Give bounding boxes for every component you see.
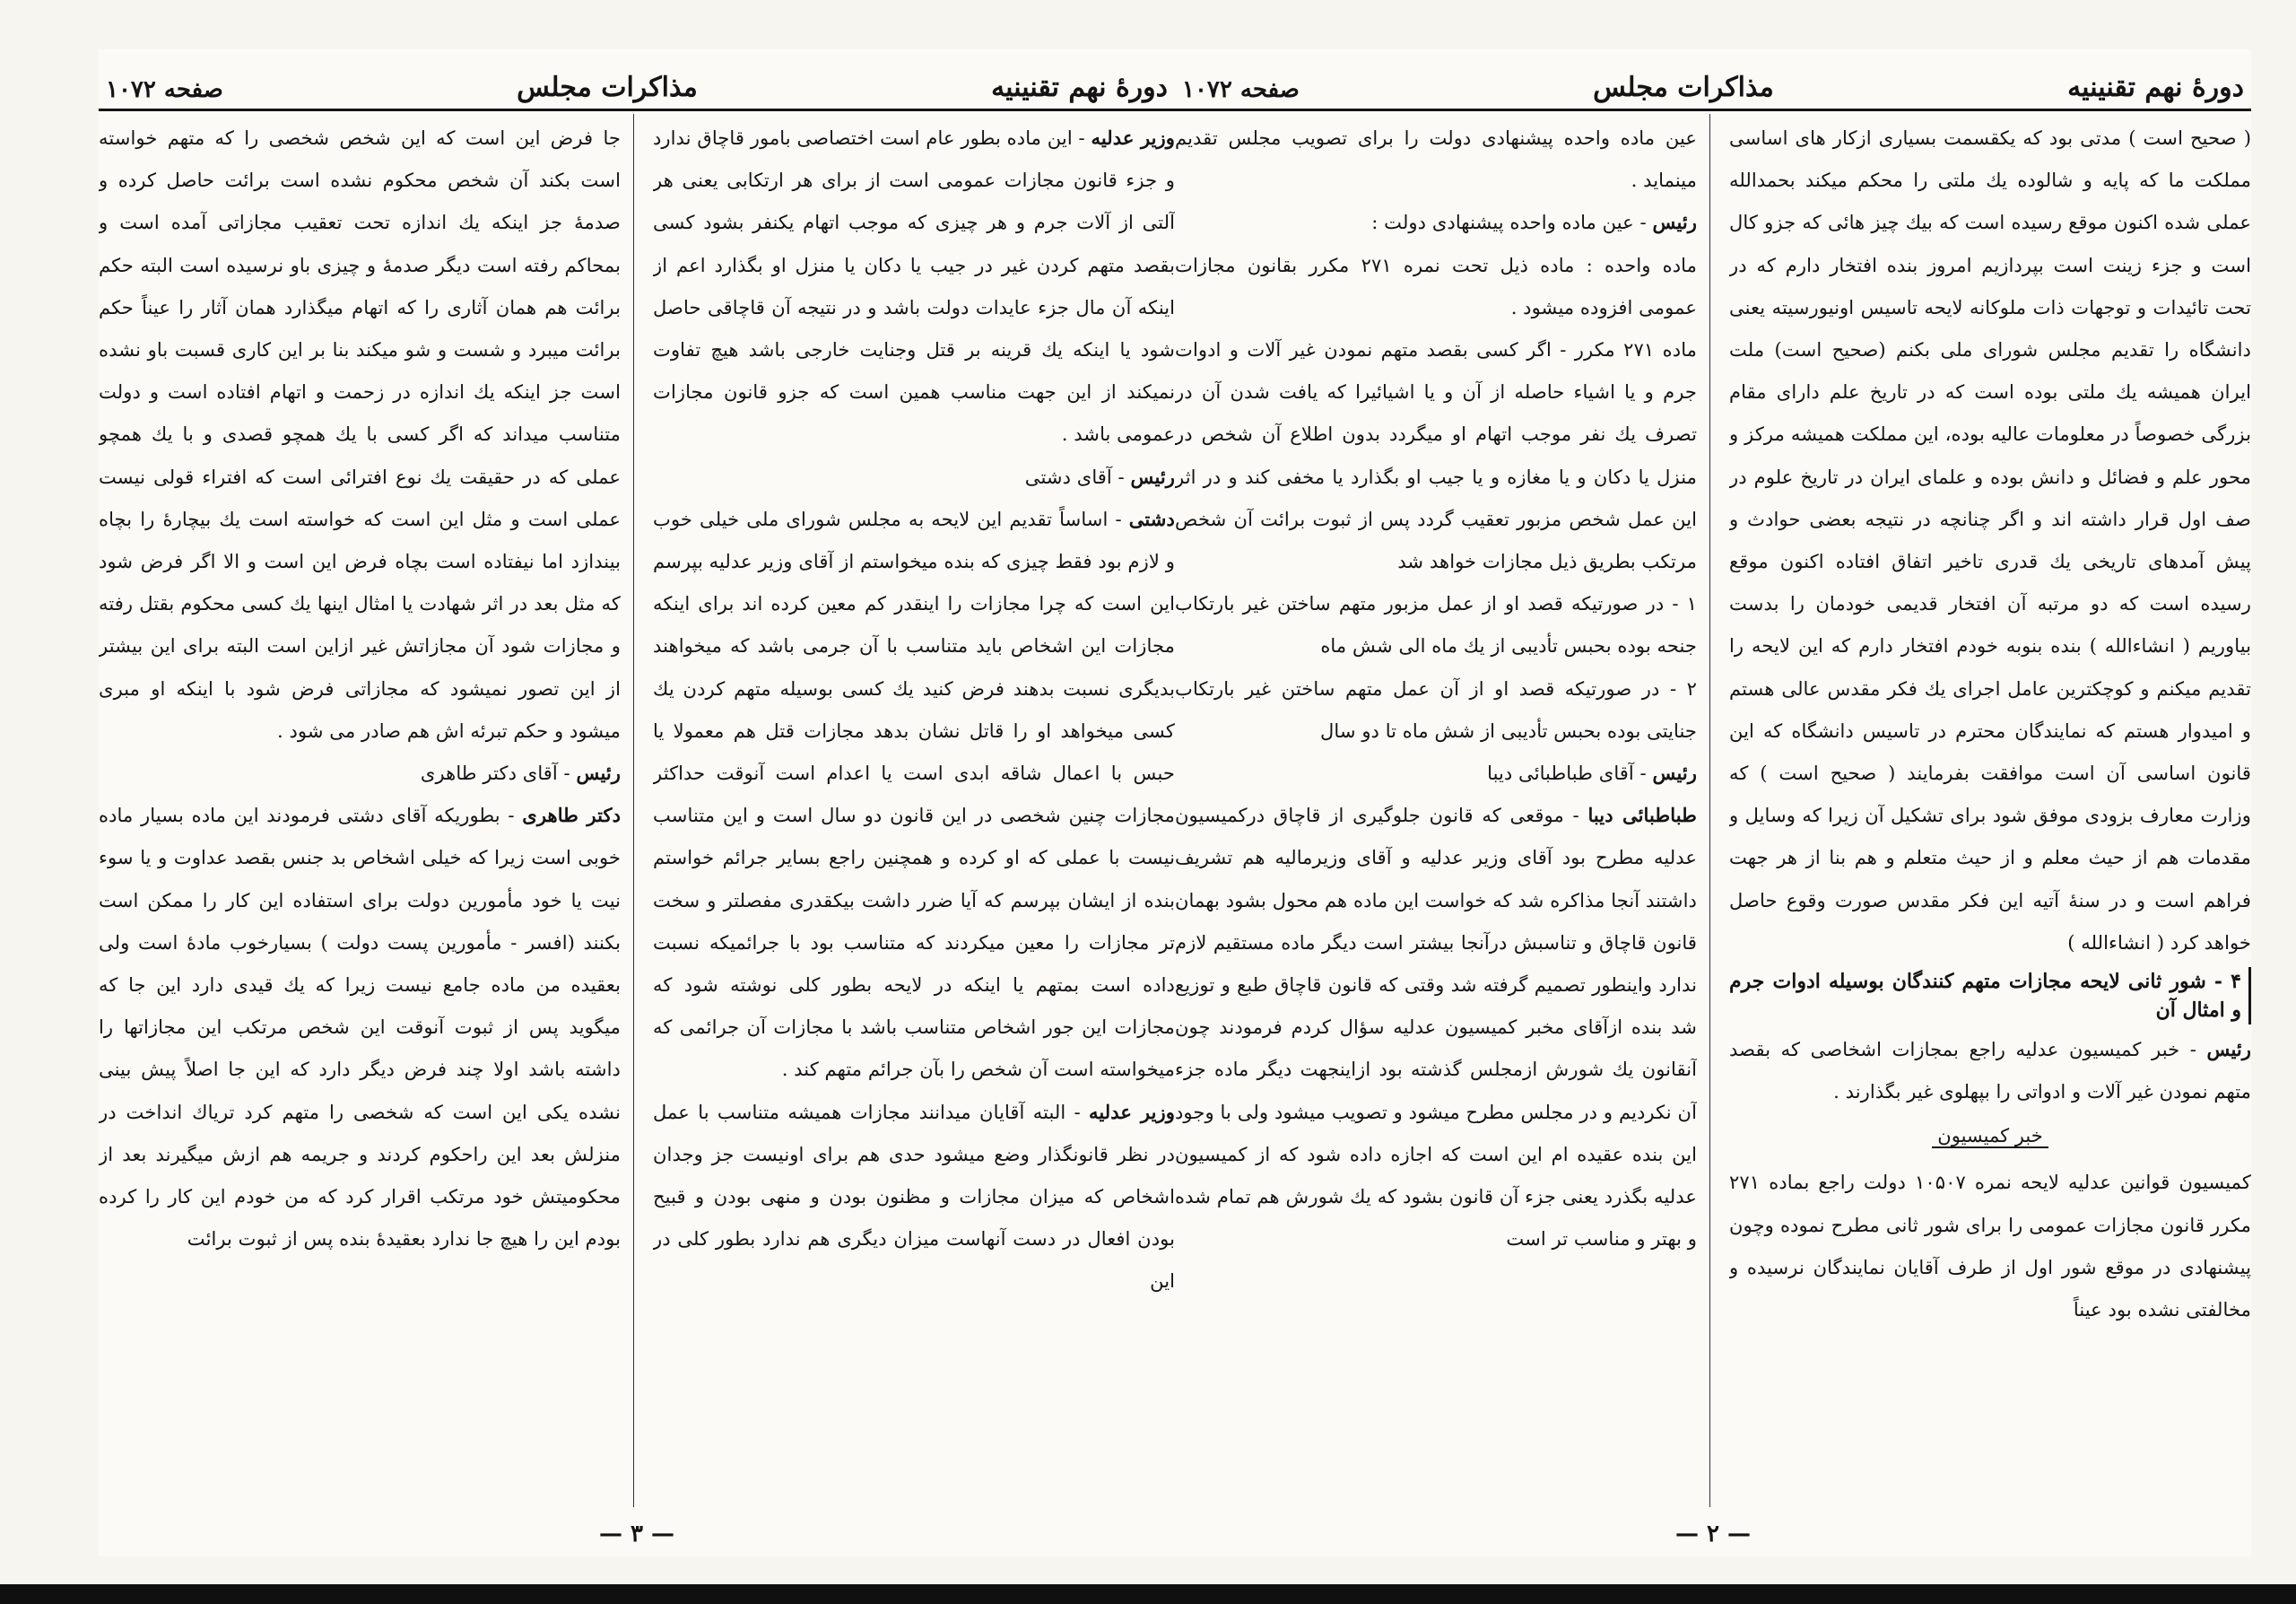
right-page-left-column — [1175, 117, 1697, 1503]
paragraph: ماده واحده : ماده ذیل تحت نمره ۲۷۱ مکرر بقانون مجازات عمومی افزوده میشود . — [1175, 253, 1697, 318]
speaker-name: وزیر عدلیه — [1089, 1100, 1175, 1123]
paragraph: وزیر عدلیه - این ماده بطور عام است اختصاصی بامور قاچاق ندارد و جزء قانون مجازات عمومی است از برای هر ارتکابی یعنی هر آلتی از آلات جرم و هر چیزی که موجب اتهام یکنفر بشود کسی بقصد متهم کردن غیر در جیب یا دکان یا منزل او بگذارد اعم از اینکه آن مال جزء عایدات دولت باشد و در نتیجه آن قاچاقی حاصل شود یا اینکه یك قرینه بر قتل وجنایت خارجی باشد هیچ تفاوت نمیکند از این جهت مناسب همین است که جزو قانون مجازات عمومی باشد . — [653, 126, 1175, 446]
left-page-header — [99, 49, 1175, 111]
speaker-name: طباطبائی دیبا — [1587, 804, 1697, 827]
header-title: مذاکرات مجلس — [1593, 72, 1774, 103]
header-page-number: صفحه ۱۰۷۲ — [106, 76, 223, 103]
paragraph: جا فرض این است که این شخص شخصی را که متهم خواسته است بکند آن شخص محکوم نشده است برائت حاصل کرده و صدمهٔ جز اینکه یك اندازه تحت تعقیب مجازاتی آمده است و بمحاکم رفته است دیگر صدمهٔ و چیزی باو نرسیده است البته حکم برائت هم همان آثاری را که اتهام میگذارد همان آثار را عیناً حکم برائت میبرد و شست و شو میکند بنا بر این کاری قسبت باو نشده است جز اینکه یك اندازه در زحمت و اتهام افتاده است و دولت متناسب میداند که اگر کسی با یك همچو قصدی و با یك همچو عملی که در حقیقت یك نوع افترائی است که افتراء قولی نیست عملی است و مثل این است که خواسته است یك بیچارهٔ را بچاه بیندازد اما نیفتاده است بچاه فرض این است و الا اگر فرض شود که مثل بعد در اثر شهادت یا امثال اینها یك کسی محکوم بقتل رفته و مجازات شود آن مجازاتش غیر ازاین است البته برای این بیشتر از این تصور نمیشود که مجازاتی فرض شود با اینکه او مبری میشود و حکم تبرئه اش هم صادر می شود . — [99, 126, 621, 742]
paragraph: کمیسیون قوانین عدلیه لایحه نمره ۱۰۵۰۷ دولت راجع بماده ۲۷۱ مکرر قانون مجازات عمومی را برای شور ثانی مطرح نموده وچون پیشنهادی در موقع شور اول از طرف آقایان نمایندگان نرسیده و مخالفتی نشده بود عیناً — [1729, 1171, 2251, 1321]
paragraph: وزیر عدلیه - البته آقایان میدانند مجازات همیشه متناسب با عمل در نظر قانونگذار وضع میشود حدی هم برای اونیست جز وجدان اشخاص که میزان مجازات و مظنون بودن و منهی بودن و قبیح بودن افعال در دست آنهاست میزان دیگری هم ندارد بطور کلی در این — [653, 1100, 1175, 1293]
paragraph: دکتر طاهری - بطوریکه آقای دشتی فرمودند این ماده بسیار ماده خوبی است زیرا که خیلی اشخاص بد جنس بقصد عداوت و یا سوء نیت یا خود مأمورین دولت برای استفاده این کار را ممکن است بکنند (افسر - مأمورین پست دولت ) بسیارخوب مادهٔ است ولی بعقیده من ماده جامع نیست زیرا که یك قیدی دارد این جا که میگوید پس از ثبوت آنوقت این شخص مرتکب این مجازاتها را داشته باشد اولا چند فرض دیگر دارد که این جا اصلاً پیش بینی نشده یکی این است که شخصی را متهم کرد تریاك انداخت در منزلش بعد این راحکوم کردند و جریمه هم ازش میگیرند بعد از محکومیتش خود مرتکب اقرار کرد که من خودم این کار را کرده بودم این را هیچ جا ندارد بعقیدهٔ بنده پس از ثبوت برائت — [99, 804, 621, 1251]
right-page-header — [1175, 49, 2251, 111]
speaker-name: رئیس — [2206, 1038, 2251, 1061]
header-title: مذاکرات مجلس — [517, 72, 698, 103]
left-page — [99, 49, 1175, 1556]
right-page — [1175, 49, 2251, 1556]
paragraph: طباطبائی دیبا - موقعی که قانون جلوگیری از قاچاق درکمیسیون عدلیه مطرح بود آقای وزیر عدلیه و آقای وزیرمالیه هم تشریف داشتند آنجا مذاکره شد که خواست این ماده هم محول بشود بهمان قانون قاچاق و تناسبش درآنجا بیشتر است دیگر ماده مستقیم لازم ندارد واینطور تصمیم گرفته شد وقتی که قانون قاچاق طبع و توزیع شد بنده ازآقای مخبر کمیسیون عدلیه سؤال کردم فرمودند چون آنقانون یك شورش ازمجلس گذشته بود ازاینجهت دیگر ماده جزء آن نکردیم و در مجلس مطرح میشود و تصویب میشود ولی با وجود این بنده عقیده ام این است که اجازه داده شود که از کمیسیون عدلیه بگذرد یعنی جزء آن قانون بشود که یك شورش هم تمام شده و بهتر و مناسب تر است — [1175, 804, 1697, 1251]
speaker-name: رئیس — [1652, 211, 1697, 234]
scan-edge-band — [0, 1584, 2296, 1604]
paragraph: عین ماده واحده پیشنهادی دولت را برای تصویب مجلس تقدیم مینماید . — [1175, 126, 1697, 192]
left-page-left-column — [99, 117, 621, 1503]
paragraph: رئیس - آقای دشتی — [1024, 465, 1175, 488]
page-footer-number: — ۳ — — [598, 1521, 675, 1547]
paragraph: رئیس - آقای دکتر طاهری — [420, 762, 621, 785]
speaker-name: دکتر طاهری — [522, 804, 621, 827]
page-footer-number: — ۲ — — [1674, 1521, 1752, 1547]
speaker-name: رئیس — [576, 762, 621, 785]
paragraph: ( صحیح است ) مدتی بود که یکقسمت بسیاری ازکار های اساسی مملکت ما که پایه و شالوده یك ملتی را محکم میکند بحمدالله عملی شده اکنون موقع رسیده است که بیك چیز هائی که جزو کال است و جزء زینت است بپردازیم امروز بنده افتخار دارم که در تحت تائیدات و توجهات ذات ملوکانه لایحه تاسیس اونیورسیته یعنی دانشگاه را تقدیم مجلس شورای ملی بکنم (صحیح است) ملت ایران همیشه یك ملتی بوده است که در تاریخ علم دارای مقام بزرگی خصوصاً در معلومات عالیه بوده، این مملکت همیشه مرکز و محور علم و فضائل و دانش بوده و علمای ایران در تاریخ علوم در صف اول قرار داشته اند و اگر چنانچه در نتیجه بعضی حوادث و پیش آمدهای تاریخی یك قدری تاخیر اتفاق افتاده اکنون موقع رسیده است که دو مرتبه آن افتخار قدیمی خودمان را بدست بیاوریم ( انشاءالله ) بنده بنوبه خودم افتخار دارم که این لایحه را تقدیم میکنم و کوچکترین عامل اجرای یك فکر مقدس عالی هستم و امیدوار هستم که نمایندگان محترم در تاسیس دانشگاه که این قانون اساسی آن است موافقت بفرمایند ( صحیح است ) که وزارت معارف بزودی موفق شود برای تشکیل آن زیرا که وسایل و مقدمات هم از حیث معلم و از حیث متعلم و هم بنا از هر جهت فراهم است و در سنهٔ آتیه این فکر مقدس صورت وقوع حاصل خواهد کرد ( انشاءالله ) — [1729, 126, 2251, 954]
right-page-right-column — [1729, 117, 2251, 1503]
paragraph: ۲ - در صورتیکه قصد او از آن عمل متهم ساختن غیر بارتکاب جنایتی بوده بحبس تأدیبی از شش ماه تا دو سال — [1175, 676, 1697, 742]
speaker-name: دشتی — [1128, 507, 1175, 530]
header-session: دورهٔ نهم تقنینیه — [2067, 72, 2244, 103]
agenda-heading: ۴ - شور ثانی لایحه مجازات متهم کنندگان بوسیله ادوات جرم و امثال آن — [1729, 967, 2251, 1024]
speaker-name: رئیس — [1652, 762, 1697, 785]
paragraph: ماده ۲۷۱ مکرر - اگر کسی بقصد متهم نمودن غیر آلات و ادوات جرم و یا اشیاء حاصله از آن و یا اشیائیرا که یافت شدن آن در تصرف یك نفر موجب اتهام او میگردد بدون اطلاع آن شخص در منزل یا دکان و یا مغازه و یا جیب او بگذارد یا مخفی کند و در اثر این عمل شخص مزبور تعقیب گردد پس از ثبوت برائت آن شخص مرتکب بطریق ذیل مجازات خواهد شد — [1175, 338, 1697, 573]
header-page-number: صفحه ۱۰۷۲ — [1182, 76, 1300, 103]
paragraph: رئیس - آقای طباطبائی دیبا — [1487, 762, 1697, 785]
column-divider — [633, 114, 634, 1507]
speaker-name: وزیر عدلیه — [1091, 126, 1175, 149]
speaker-name: رئیس — [1130, 465, 1175, 488]
paragraph: رئیس - عین ماده واحده پیشنهادی دولت : — [1371, 211, 1697, 234]
paragraph: ۱ - در صورتیکه قصد او از عمل مزبور متهم ساختن غیر بارتکاب جنحه بوده بحبس تأدیبی از یك ماه الی شش ماه — [1175, 592, 1697, 658]
paragraph: دشتی - اساساً تقدیم این لایحه به مجلس شورای ملی خیلی خوب و لازم بود فقط چیزی که بنده میخواستم از آقای وزیر عدلیه بپرسم این است که چرا مجازات را اینقدر کم معین کرده اند برای اینکه مجازات این اشخاص باید متناسب با آن جرمی باشد که میخواهند بدیگری نسبت بدهند فرض کنید یك کسی بوسیله متهم کردن یك کسی میخواهد او را قاتل نشان بدهد مجازات قتل هم معمولا یا حبس با اعمال شاقه ابدی است یا اعدام است آنوقت حداکثر مجازات چنین شخصی در این قانون دو سال است و این متناسب نیست با عملی که او کرده و همچنین راجع بسایر جرائم خواستم بنده از ایشان بپرسم که آیا ضرر داشت بیکقدری مفصلتر و سخت تر مجازات را معین میکردند که متناسب بود با جرائمیکه نسبت داده است بمتهم یا اینکه در لایحه بطور کلی نوشته شود که مجازات این جور اشخاص متناسب باشد با مجازات آن جرائمی که میخواسته است آن شخص را بآن جرائم متهم کند . — [653, 507, 1175, 1081]
section-subheading: خبر کمیسیون — [1729, 1118, 2251, 1154]
left-page-right-column — [653, 117, 1175, 1503]
paragraph: رئیس - خبر کمیسیون عدلیه راجع بمجازات اشخاصی که بقصد متهم نمودن غیر آلات و ادواتی را بپهلوی غیر بگذارند . — [1729, 1038, 2251, 1103]
column-divider — [1709, 114, 1710, 1507]
header-session: دورهٔ نهم تقنینیه — [991, 72, 1168, 103]
